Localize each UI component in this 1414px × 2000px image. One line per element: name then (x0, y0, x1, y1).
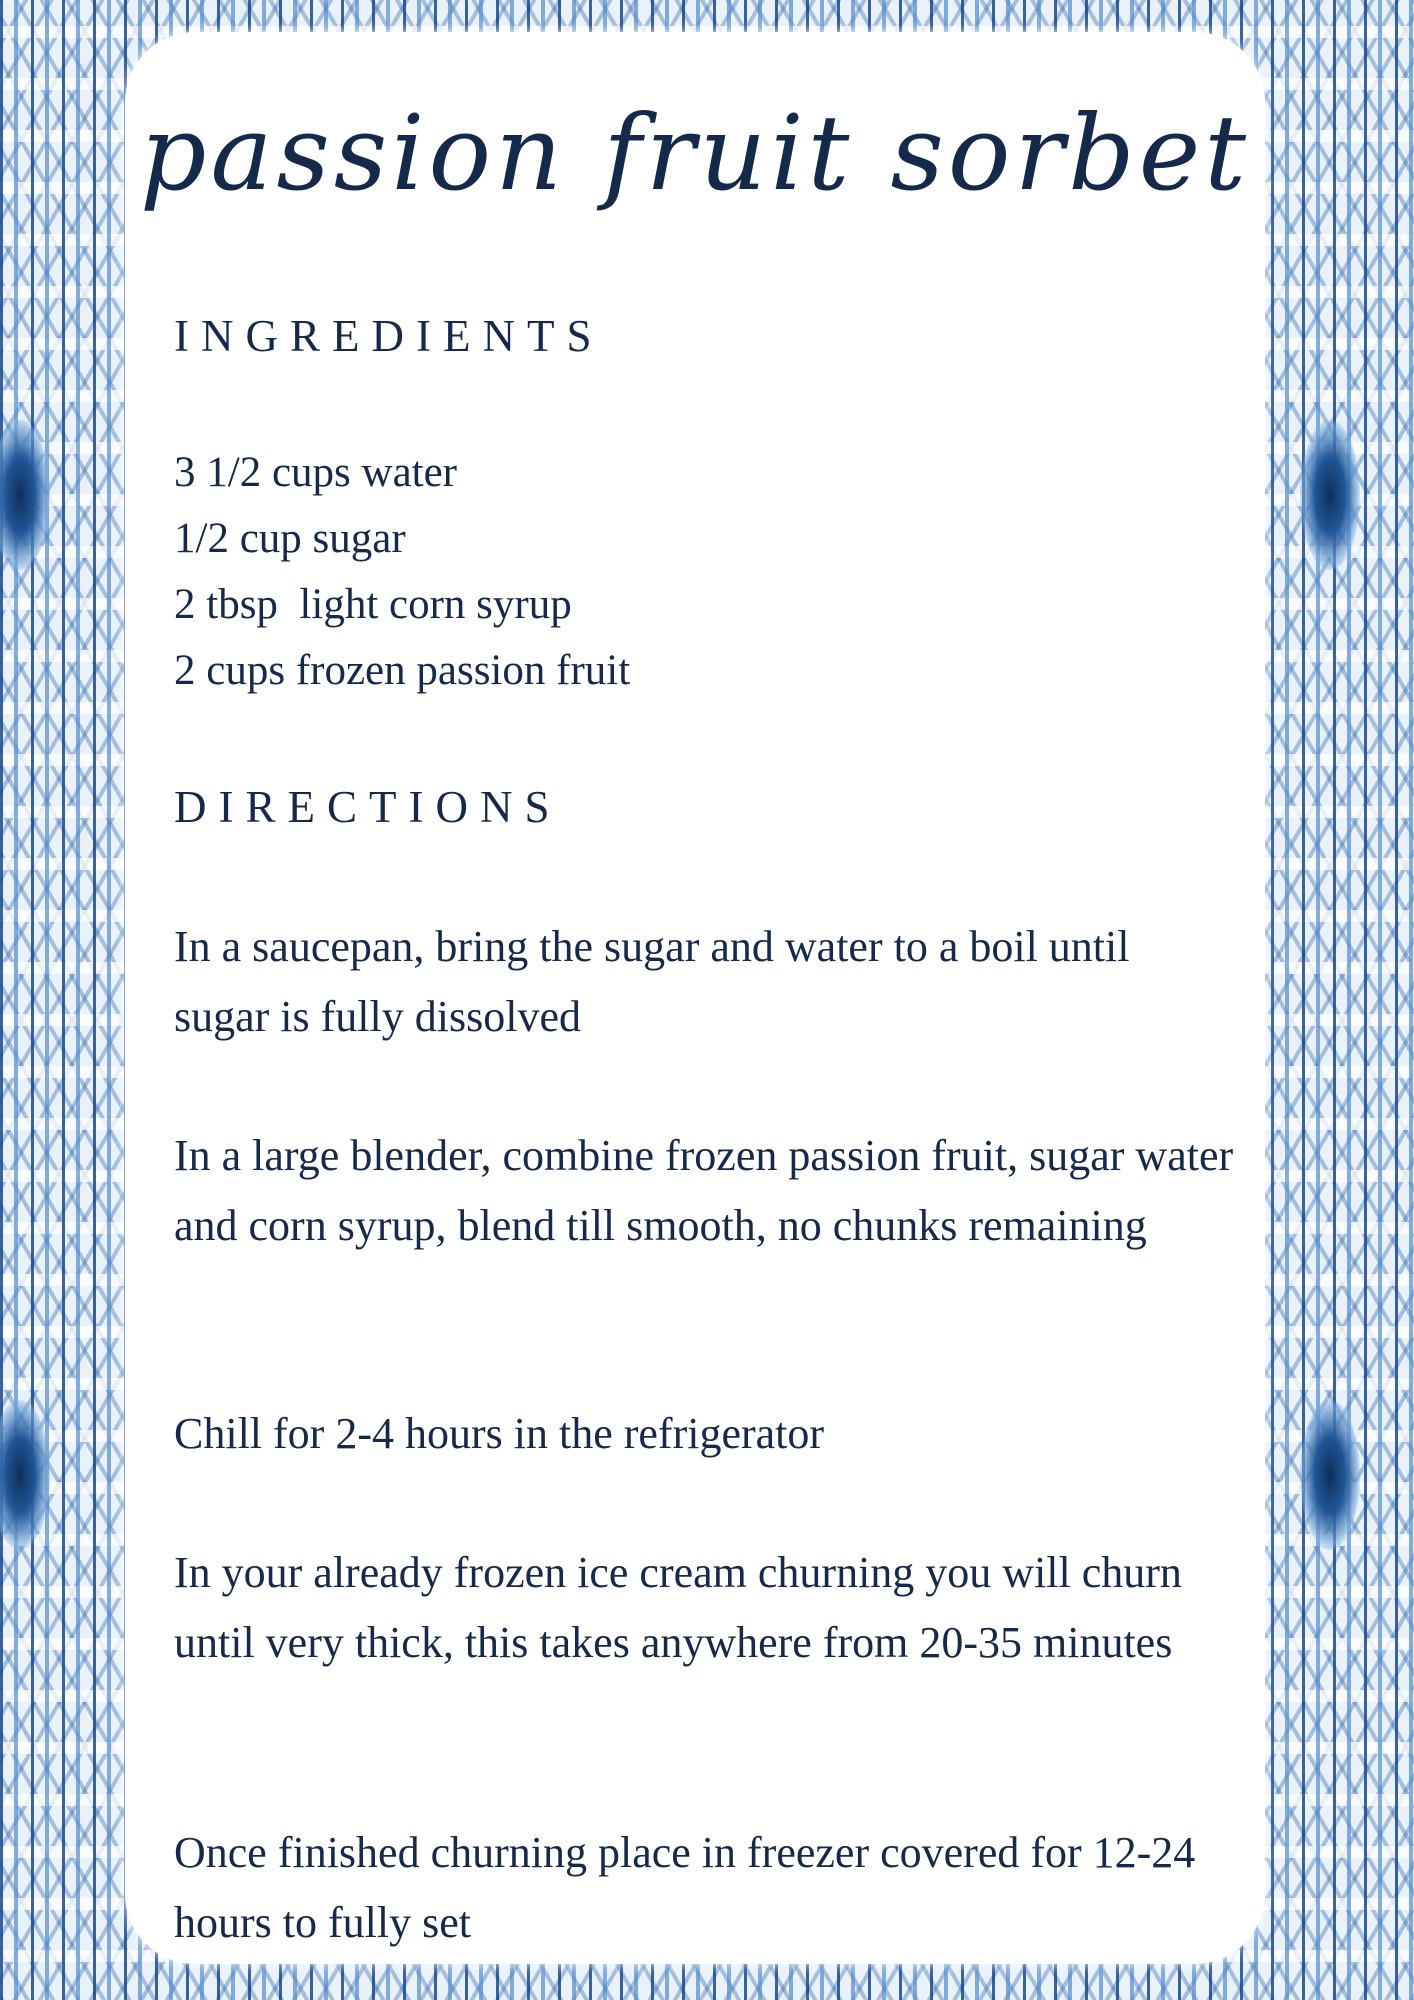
border-accent-right-top (1300, 420, 1360, 570)
ingredient-item: 1/2 cup sugar (174, 515, 406, 562)
border-accent-left-bottom (0, 1400, 50, 1550)
direction-step: In a large blender, combine frozen passion fruit, sugar water and corn syrup, blend till smooth, no chunks remaining (174, 1131, 1234, 1250)
ingredient-item: 2 cups frozen passion fruit (174, 647, 631, 694)
recipe-card (125, 32, 1265, 1964)
direction-step: Once finished churning place in freezer covered for 12-24 hours to fully set (174, 1828, 1196, 1947)
direction-step: In your already frozen ice cream churning you will churn until very thick, this takes anywhere from 20-35 minutes (174, 1548, 1182, 1667)
border-accent-left-top (0, 420, 50, 570)
directions-heading: DIRECTIONS (174, 782, 562, 832)
direction-step: Chill for 2-4 hours in the refrigerator (174, 1409, 825, 1458)
ingredients-list (174, 440, 630, 704)
recipe-title: passion fruit sorbet (139, 92, 1251, 214)
ingredients-heading: INGREDIENTS (174, 311, 604, 361)
direction-step: In a saucepan, bring the sugar and water to a boil until sugar is fully dissolved (174, 922, 1130, 1041)
ingredient-item: 3 1/2 cups water (174, 449, 458, 496)
ingredient-item: 2 tbsp light corn syrup (174, 581, 572, 628)
border-accent-right-bottom (1300, 1400, 1360, 1550)
